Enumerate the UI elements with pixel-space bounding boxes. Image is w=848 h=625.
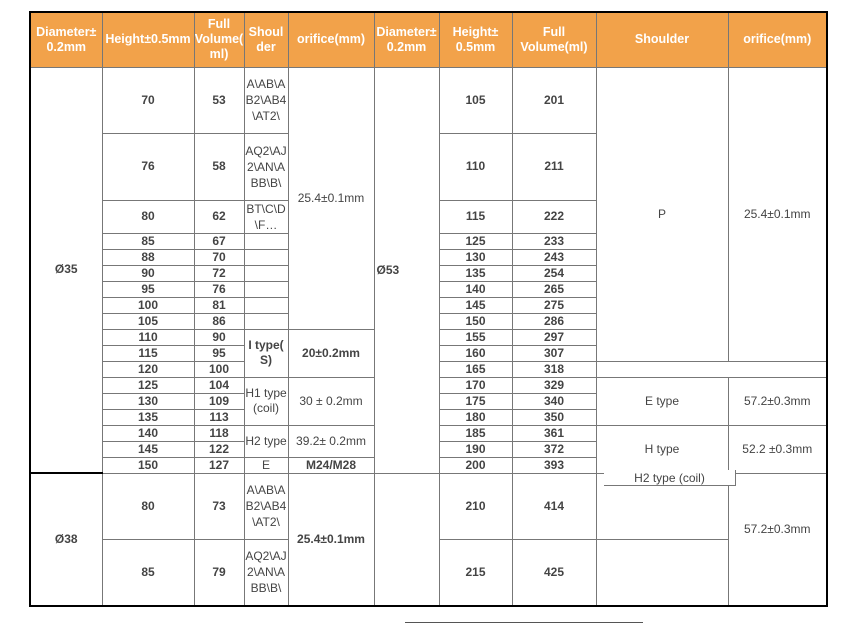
orifice-cell-right: 52.2 ±0.3mm xyxy=(728,425,827,473)
volume-cell: 53 xyxy=(194,67,244,133)
height-cell-right: 160 xyxy=(439,345,512,361)
orifice-cell-right: 25.4±0.1mm xyxy=(728,67,827,361)
height-cell: 88 xyxy=(102,249,194,265)
header-orifice-right: orifice(mm) xyxy=(728,12,827,67)
volume-cell-right: 318 xyxy=(512,361,596,377)
volume-cell: 70 xyxy=(194,249,244,265)
orifice-cell-right: 57.2±0.3mm xyxy=(728,377,827,425)
volume-cell: 58 xyxy=(194,133,244,200)
height-cell: 100 xyxy=(102,297,194,313)
volume-cell: 100 xyxy=(194,361,244,377)
shoulder-cell: BT\C\D\F… xyxy=(244,200,288,233)
volume-cell: 76 xyxy=(194,281,244,297)
volume-cell: 104 xyxy=(194,377,244,393)
shoulder-cell xyxy=(244,233,288,249)
height-cell: 95 xyxy=(102,281,194,297)
volume-cell: 95 xyxy=(194,345,244,361)
height-cell: 80 xyxy=(102,200,194,233)
volume-cell: 122 xyxy=(194,441,244,457)
height-cell-right: 145 xyxy=(439,297,512,313)
volume-cell-right: 254 xyxy=(512,265,596,281)
height-cell: 120 xyxy=(102,361,194,377)
header-height-right: Height± 0.5mm xyxy=(439,12,512,67)
volume-cell: 127 xyxy=(194,457,244,473)
height-cell-right: 115 xyxy=(439,200,512,233)
height-cell-right: 135 xyxy=(439,265,512,281)
orifice-cell: 30 ± 0.2mm xyxy=(288,377,374,425)
height-cell-right: 215 xyxy=(439,539,512,606)
volume-cell: 73 xyxy=(194,473,244,539)
height-cell-right: 140 xyxy=(439,281,512,297)
height-cell-right: 130 xyxy=(439,249,512,265)
orifice-cell: 25.4±0.1mm xyxy=(288,473,374,606)
height-cell-right: 180 xyxy=(439,409,512,425)
volume-cell-right: 393 xyxy=(512,457,596,473)
volume-cell-right: 414 xyxy=(512,473,596,539)
shoulder-cell xyxy=(244,297,288,313)
volume-cell-right: 265 xyxy=(512,281,596,297)
orifice-cell-right: 57.2±0.3mm xyxy=(728,473,827,606)
volume-cell-right: 222 xyxy=(512,200,596,233)
header-volume: Full Volume( ml) xyxy=(194,12,244,67)
height-cell: 80 xyxy=(102,473,194,539)
volume-cell-right: 350 xyxy=(512,409,596,425)
volume-cell: 113 xyxy=(194,409,244,425)
volume-cell-right: 233 xyxy=(512,233,596,249)
bottle-spec-table xyxy=(29,11,828,607)
diameter-38-cell: Ø38 xyxy=(30,473,102,606)
height-cell-right: 175 xyxy=(439,393,512,409)
volume-cell: 81 xyxy=(194,297,244,313)
orifice-cell: M24/M28 xyxy=(288,457,374,473)
header-shoulder-right: Shoulder xyxy=(596,12,728,67)
height-cell: 140 xyxy=(102,425,194,441)
header-volume-right: Full Volume(ml) xyxy=(512,12,596,67)
height-cell-right: 110 xyxy=(439,133,512,200)
height-cell-right: 105 xyxy=(439,67,512,133)
height-cell-right: 150 xyxy=(439,313,512,329)
height-cell-right: 165 xyxy=(439,361,512,377)
height-cell: 105 xyxy=(102,313,194,329)
shoulder-cell: I type( S) xyxy=(244,329,288,377)
volume-cell-right: 329 xyxy=(512,377,596,393)
volume-cell-right: 243 xyxy=(512,249,596,265)
shoulder-e-cell: E type xyxy=(596,377,728,425)
height-cell: 125 xyxy=(102,377,194,393)
height-cell-right: 125 xyxy=(439,233,512,249)
height-cell-right: 170 xyxy=(439,377,512,393)
volume-cell: 67 xyxy=(194,233,244,249)
shoulder-cell: A\AB\AB2\AB4\AT2\ xyxy=(244,67,288,133)
volume-cell: 62 xyxy=(194,200,244,233)
height-cell: 110 xyxy=(102,329,194,345)
height-cell: 76 xyxy=(102,133,194,200)
shoulder-empty-cell xyxy=(596,539,728,606)
volume-cell-right: 361 xyxy=(512,425,596,441)
height-cell: 145 xyxy=(102,441,194,457)
diameter-35-cell: Ø35 xyxy=(30,67,102,473)
header-shoulder: Shoul der xyxy=(244,12,288,67)
header-orifice: orifice(mm) xyxy=(288,12,374,67)
header-diameter: Diameter± 0.2mm xyxy=(30,12,102,67)
diameter-53-cell: Ø53 xyxy=(374,67,439,473)
volume-cell: 90 xyxy=(194,329,244,345)
shoulder-cell: AQ2\AJ2\AN\ABB\B\ xyxy=(244,133,288,200)
height-cell: 115 xyxy=(102,345,194,361)
header-diameter-right: Diameter± 0.2mm xyxy=(374,12,439,67)
shoulder-p-cell: P xyxy=(596,67,728,361)
volume-cell-right: 307 xyxy=(512,345,596,361)
shoulder-cell: AQ2\AJ2\AN\ABB\B\ xyxy=(244,539,288,606)
height-cell-right: 200 xyxy=(439,457,512,473)
volume-cell: 72 xyxy=(194,265,244,281)
shoulder-cell xyxy=(244,265,288,281)
height-cell: 85 xyxy=(102,539,194,606)
shoulder-cell: H1 type (coil) xyxy=(244,377,288,425)
volume-cell-right: 425 xyxy=(512,539,596,606)
height-cell: 90 xyxy=(102,265,194,281)
orifice-cell: 25.4±0.1mm xyxy=(288,67,374,329)
volume-cell: 109 xyxy=(194,393,244,409)
height-cell-right: 155 xyxy=(439,329,512,345)
volume-cell: 79 xyxy=(194,539,244,606)
volume-cell-right: 297 xyxy=(512,329,596,345)
volume-cell-right: 340 xyxy=(512,393,596,409)
height-cell-right: 210 xyxy=(439,473,512,539)
volume-cell-right: 275 xyxy=(512,297,596,313)
volume-cell-right: 286 xyxy=(512,313,596,329)
header-height: Height±0.5mm xyxy=(102,12,194,67)
height-cell: 130 xyxy=(102,393,194,409)
volume-cell-right: 372 xyxy=(512,441,596,457)
volume-cell: 86 xyxy=(194,313,244,329)
height-cell: 85 xyxy=(102,233,194,249)
orifice-cell: 39.2± 0.2mm xyxy=(288,425,374,457)
height-cell: 150 xyxy=(102,457,194,473)
volume-cell-right: 211 xyxy=(512,133,596,200)
orifice-cell: 20±0.2mm xyxy=(288,329,374,377)
shoulder-cell: H2 type xyxy=(244,425,288,457)
shoulder-cell xyxy=(244,313,288,329)
height-cell: 135 xyxy=(102,409,194,425)
volume-cell: 118 xyxy=(194,425,244,441)
shoulder-cell xyxy=(244,249,288,265)
shoulder-cell xyxy=(244,281,288,297)
shoulder-cell: E xyxy=(244,457,288,473)
height-cell: 70 xyxy=(102,67,194,133)
shoulder-h2-coil-label: H2 type (coil) xyxy=(604,470,736,486)
height-cell-right: 190 xyxy=(439,441,512,457)
bottom-divider xyxy=(405,622,643,623)
diameter-empty-cell xyxy=(374,473,439,606)
height-cell-right: 185 xyxy=(439,425,512,441)
volume-cell-right: 201 xyxy=(512,67,596,133)
shoulder-h-cell: H type xyxy=(596,425,728,473)
shoulder-cell: A\AB\AB2\AB4\AT2\ xyxy=(244,473,288,539)
